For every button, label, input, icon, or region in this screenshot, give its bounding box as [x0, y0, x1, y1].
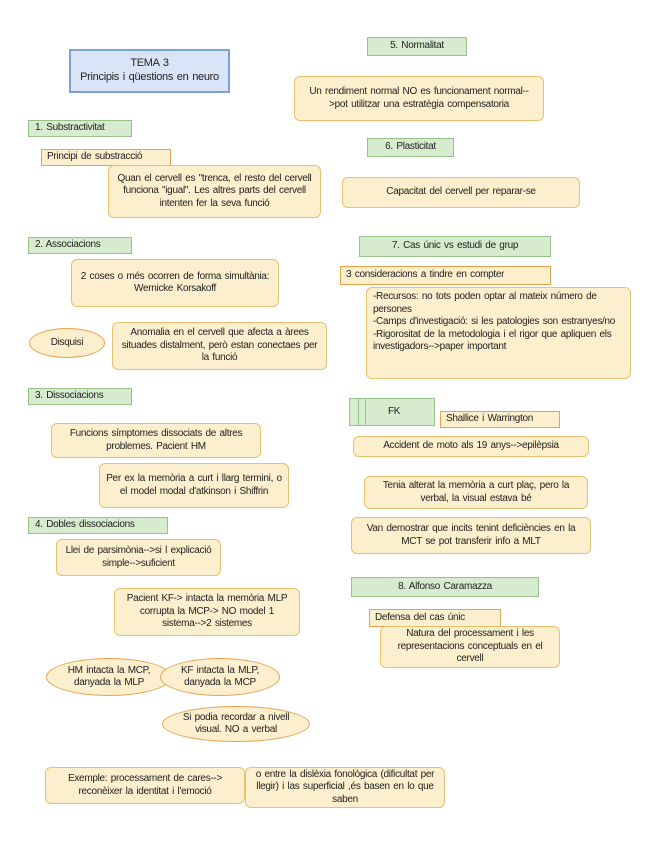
fk-bar: [358, 399, 366, 425]
note-plasticitat: Capacitat del cervell per reparar-se: [342, 177, 580, 208]
note-dislexia: o entre la dislèxia fonològica (dificultat per llegir) i las superficial ,és basen en lo que saben: [245, 767, 445, 808]
page-title: [69, 49, 230, 93]
oval-hm: HM intacta la MCP, danyada la MLP: [46, 658, 172, 696]
fk-label: FK: [388, 405, 401, 417]
note-normalitat: Un rendiment normal NO es funcionament normal-->pot utilitzar una estratègia compensatoria: [294, 76, 544, 121]
title-line-1: TEMA 3: [130, 57, 169, 70]
title-line-2: Principis i qüestions en neuro: [80, 71, 219, 83]
note-accident: Accident de moto als 19 anys-->epilèpsia: [353, 436, 589, 457]
note-substractivitat: Quan el cervell es "trenca, el resto del cervell funciona "igual". Les altres parts del cervell intenten fer la seva funció: [108, 165, 321, 218]
heading-plasticitat: 6. Plasticitat: [367, 138, 454, 157]
heading-cas-unic: 7. Cas únic vs estudi de grup: [359, 236, 551, 257]
oval-disquisi: Disquisi: [29, 328, 105, 358]
oval-visual: Si podia recordar a nivell visual. NO a verbal: [162, 706, 310, 742]
label-shallice: Shallice i Warrington: [440, 411, 560, 428]
note-consideracions: -Recursos: no tots poden optar al mateix número de persones -Camps d'investigació: si les patologies son estranyes/no -Rigorositat de la metodologia i el rigor que apliquen els investigadors-->paper important: [366, 287, 631, 379]
heading-associacions: 2. Associacions: [28, 237, 132, 254]
heading-dobles-dissociacions: 4. Dobles dissociacions: [28, 517, 168, 534]
note-demostracio: Van demostrar que incits tenint deficiències en la MCT se pot transferir info a MLT: [351, 517, 591, 554]
label-principi-substraccio: Principi de substracció: [41, 149, 171, 166]
note-memoria-model: Per ex la memòria a curt i llarg termini, o el model modal d'atkinson i Shiffrin: [99, 463, 289, 508]
heading-normalitat: 5. Normalitat: [367, 37, 467, 56]
note-parsimonia: Llei de parsimònia-->si l explicació simple-->suficient: [56, 539, 221, 576]
oval-kf: KF intacta la MLP, danyada la MCP: [160, 658, 280, 696]
note-memoria-curt: Tenia alterat la memòria a curt plaç, pero la verbal, la visual estava bé: [364, 476, 588, 509]
heading-dissociacions: 3. Dissociacions: [28, 388, 132, 405]
fk-box: [349, 398, 435, 426]
note-anomalia: Anomalia en el cervell que afecta a àrees situades distalment, però estan conectaes per la funció: [112, 322, 327, 370]
note-pacient-kf: Pacient KF-> intacta la memòria MLP corrupta la MCP-> NO model 1 sistema-->2 sistemes: [114, 588, 300, 636]
label-defensa-cas-unic: Defensa del cas únic: [369, 609, 501, 627]
label-consideracions: 3 consideracions a tindre en compter: [340, 266, 551, 285]
note-natura-processament: Natura del processament i les representacions conceptuals en el cervell: [380, 626, 560, 668]
note-exemple-cares: Exemple: processament de cares--> reconèixer la identitat i l'emoció: [45, 767, 245, 804]
heading-caramazza: 8. Alfonso Caramazza: [351, 577, 539, 597]
heading-substractivitat: 1. Substractivitat: [28, 120, 132, 137]
note-associacions: 2 coses o més ocorren de forma simultània: Wernicke Korsakoff: [71, 259, 279, 307]
note-dissociacions: Funcions símptomes dissociats de altres problemes. Pacient HM: [51, 423, 261, 458]
